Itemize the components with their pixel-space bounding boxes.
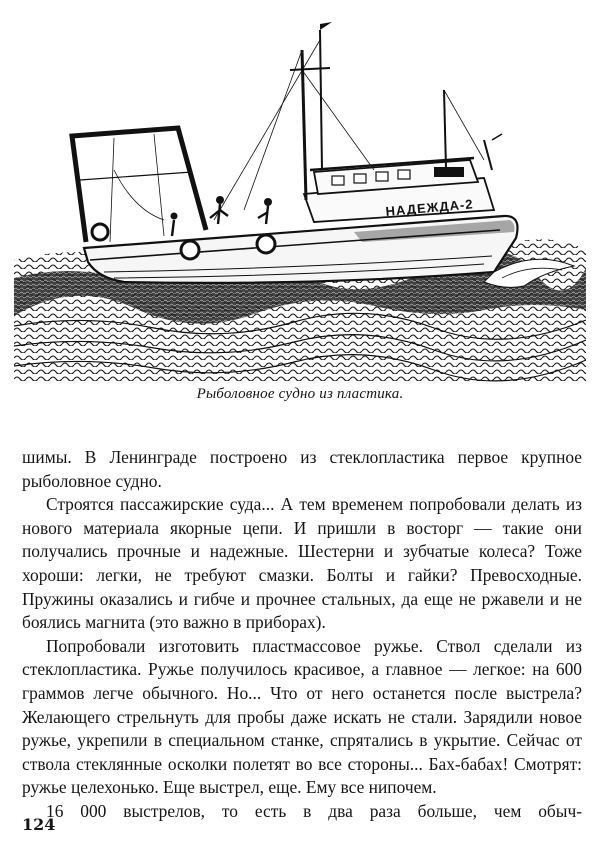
fishing-boat-illustration	[14, 10, 586, 382]
body-text	[22, 446, 582, 824]
crew-figures	[171, 196, 273, 236]
paragraph-2: Строятся пассажирские суда... А тем временем попробовали делать из нового материала якорные цепи. И пришли в восторг — такие они получались прочные и надежные. Шестерни и зубчатые колеса? Тоже хороши: легки, не требуют смазки. Болты и гайки? Превосходные. Пружины оказались и гибче и прочнее стальных, да еще не ржавели и не боялись магнита (это важно в приборах).	[22, 494, 582, 633]
paragraph-4: 16 000 выстрелов, то есть в два раза больше, чем обыч-	[46, 800, 582, 821]
figure-caption: Рыболовное судно из пластика.	[196, 386, 404, 402]
paragraph-3: Попробовали изготовить пластмассовое ружье. Ствол сделали из стеклопластика. Ружье получилось красивое, а главное — легкое: на 600 граммов легче обычного. Но... Что от него останется после выстрела? Желающего стрельнуть для пробы даже искать не стали. Зарядили новое ружье, укрепили в специальном станке, спрятались в укрытие. Сейчас от ствола стеклянные осколки полетят во все стороны... Бах-бабах! Смотрят: ружье целехонько. Еще выстрел, еще. Ему все нипочем.	[22, 635, 582, 798]
page-number: 124	[22, 815, 56, 834]
paragraph-1: шимы. В Ленинграде построено из стеклопластика первое крупное рыболовное судно.	[22, 447, 582, 491]
boat-name: НАДЕЖДА-2	[384, 196, 475, 219]
boat-hull	[84, 216, 518, 283]
stern-gantry	[72, 128, 206, 242]
